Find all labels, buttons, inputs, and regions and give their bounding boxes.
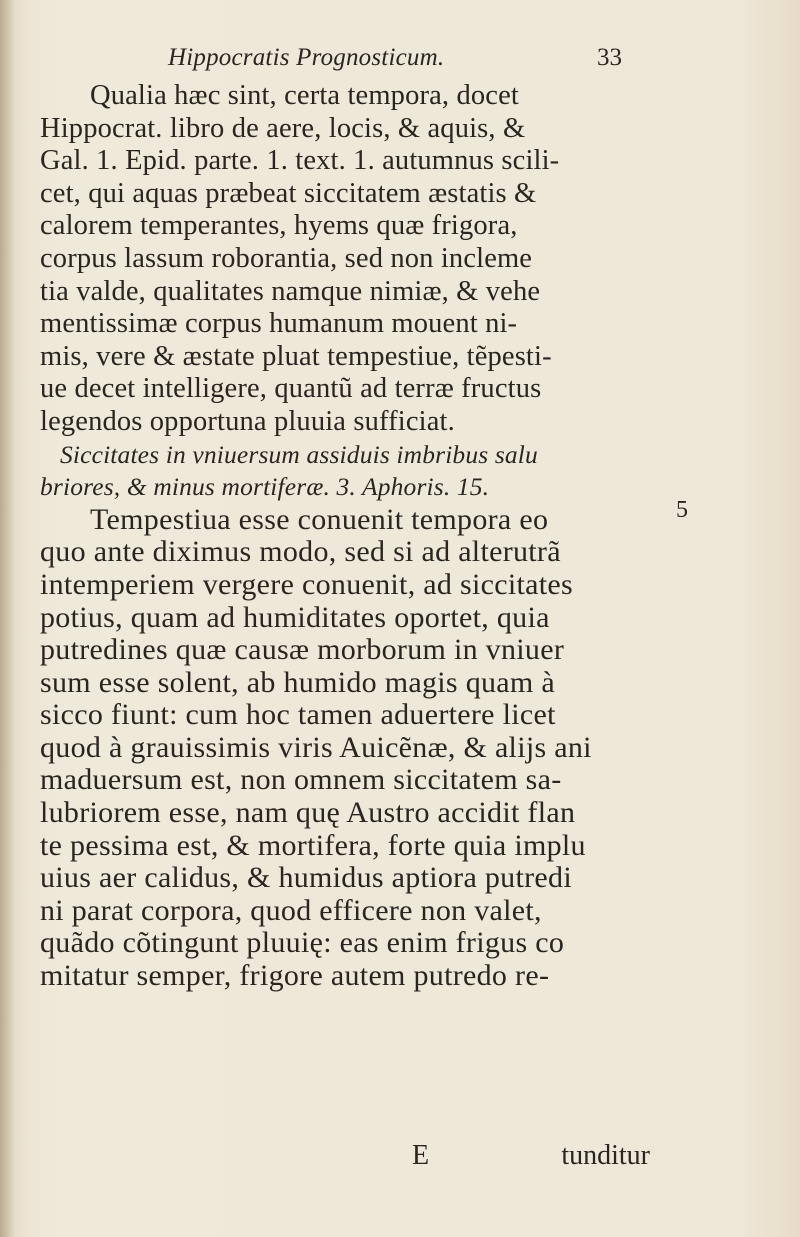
text-line: Qualia hæc sint, certa tempora, docet <box>90 80 519 111</box>
catchword: tunditur <box>561 1140 650 1171</box>
text-line: cet, qui aquas præbeat siccitatem æstatis & <box>40 177 537 209</box>
text-line: legendos opportuna pluuia sufficiat. <box>40 405 455 437</box>
running-title: Hippocratis Prognosticum. <box>168 44 445 71</box>
page-gutter <box>0 0 14 1237</box>
text-line: ue decet intelligere, quantũ ad terræ fructus <box>40 373 542 405</box>
text-line: maduersum est, non omnem siccitatem sa- <box>40 763 562 797</box>
text-line: corpus lassum roborantia, sed non incleme <box>40 242 533 274</box>
body-text <box>40 80 650 993</box>
text-line: mitatur semper, frigore autem putredo re- <box>40 959 550 993</box>
page-footer <box>40 1140 650 1176</box>
page-header <box>168 40 638 80</box>
aphorism-line: briores, & minus mortiferæ. 3. Aphoris. 15. <box>40 472 490 502</box>
text-line: quo ante diximus modo, sed si ad alterutrã <box>40 535 561 569</box>
text-line: mis, vere & æstate pluat tempestiue, tẽpesti- <box>40 340 552 372</box>
text-line: tia valde, qualitates namque nimiæ, & vehe <box>40 275 541 307</box>
text-line: ni parat corpora, quod efficere non valet, <box>40 893 542 927</box>
page-number: 33 <box>597 44 622 71</box>
text-line: intemperiem vergere conuenit, ad siccitates <box>40 567 573 601</box>
text-line: te pessima est, & mortifera, forte quia implu <box>40 828 586 862</box>
text-line: putredines quæ causæ morborum in vniuer <box>40 633 565 667</box>
text-line: calorem temperantes, hyems quæ frigora, <box>40 210 518 242</box>
text-line: sicco fiunt: cum hoc tamen aduertere licet <box>40 698 556 732</box>
text-line: mentissimæ corpus humanum mouent ni- <box>40 308 518 340</box>
text-line: quãdo cõtingunt pluuię: eas enim frigus co <box>40 926 565 960</box>
text-line: Tempestiua esse conuenit tempora eo <box>90 502 549 536</box>
text-line: potius, quam ad humiditates oportet, quia <box>40 600 550 634</box>
text-line: lubriorem esse, nam quę Austro accidit flan <box>40 796 576 830</box>
text-line: Hippocrat. libro de aere, locis, & aquis, & <box>40 112 526 144</box>
text-line: quod à grauissimis viris Auicẽnæ, & alijs ani <box>40 730 592 764</box>
signature-mark: E <box>412 1140 430 1171</box>
text-line: sum esse solent, ab humido magis quam à <box>40 665 555 699</box>
aphorism-line: Siccitates in vniuersum assiduis imbribus salu <box>60 439 538 469</box>
margin-note: 5 <box>676 497 688 523</box>
text-line: uius aer calidus, & humidus aptiora putredi <box>40 861 572 895</box>
text-line: Gal. 1. Epid. parte. 1. text. 1. autumnus scili- <box>40 145 560 177</box>
